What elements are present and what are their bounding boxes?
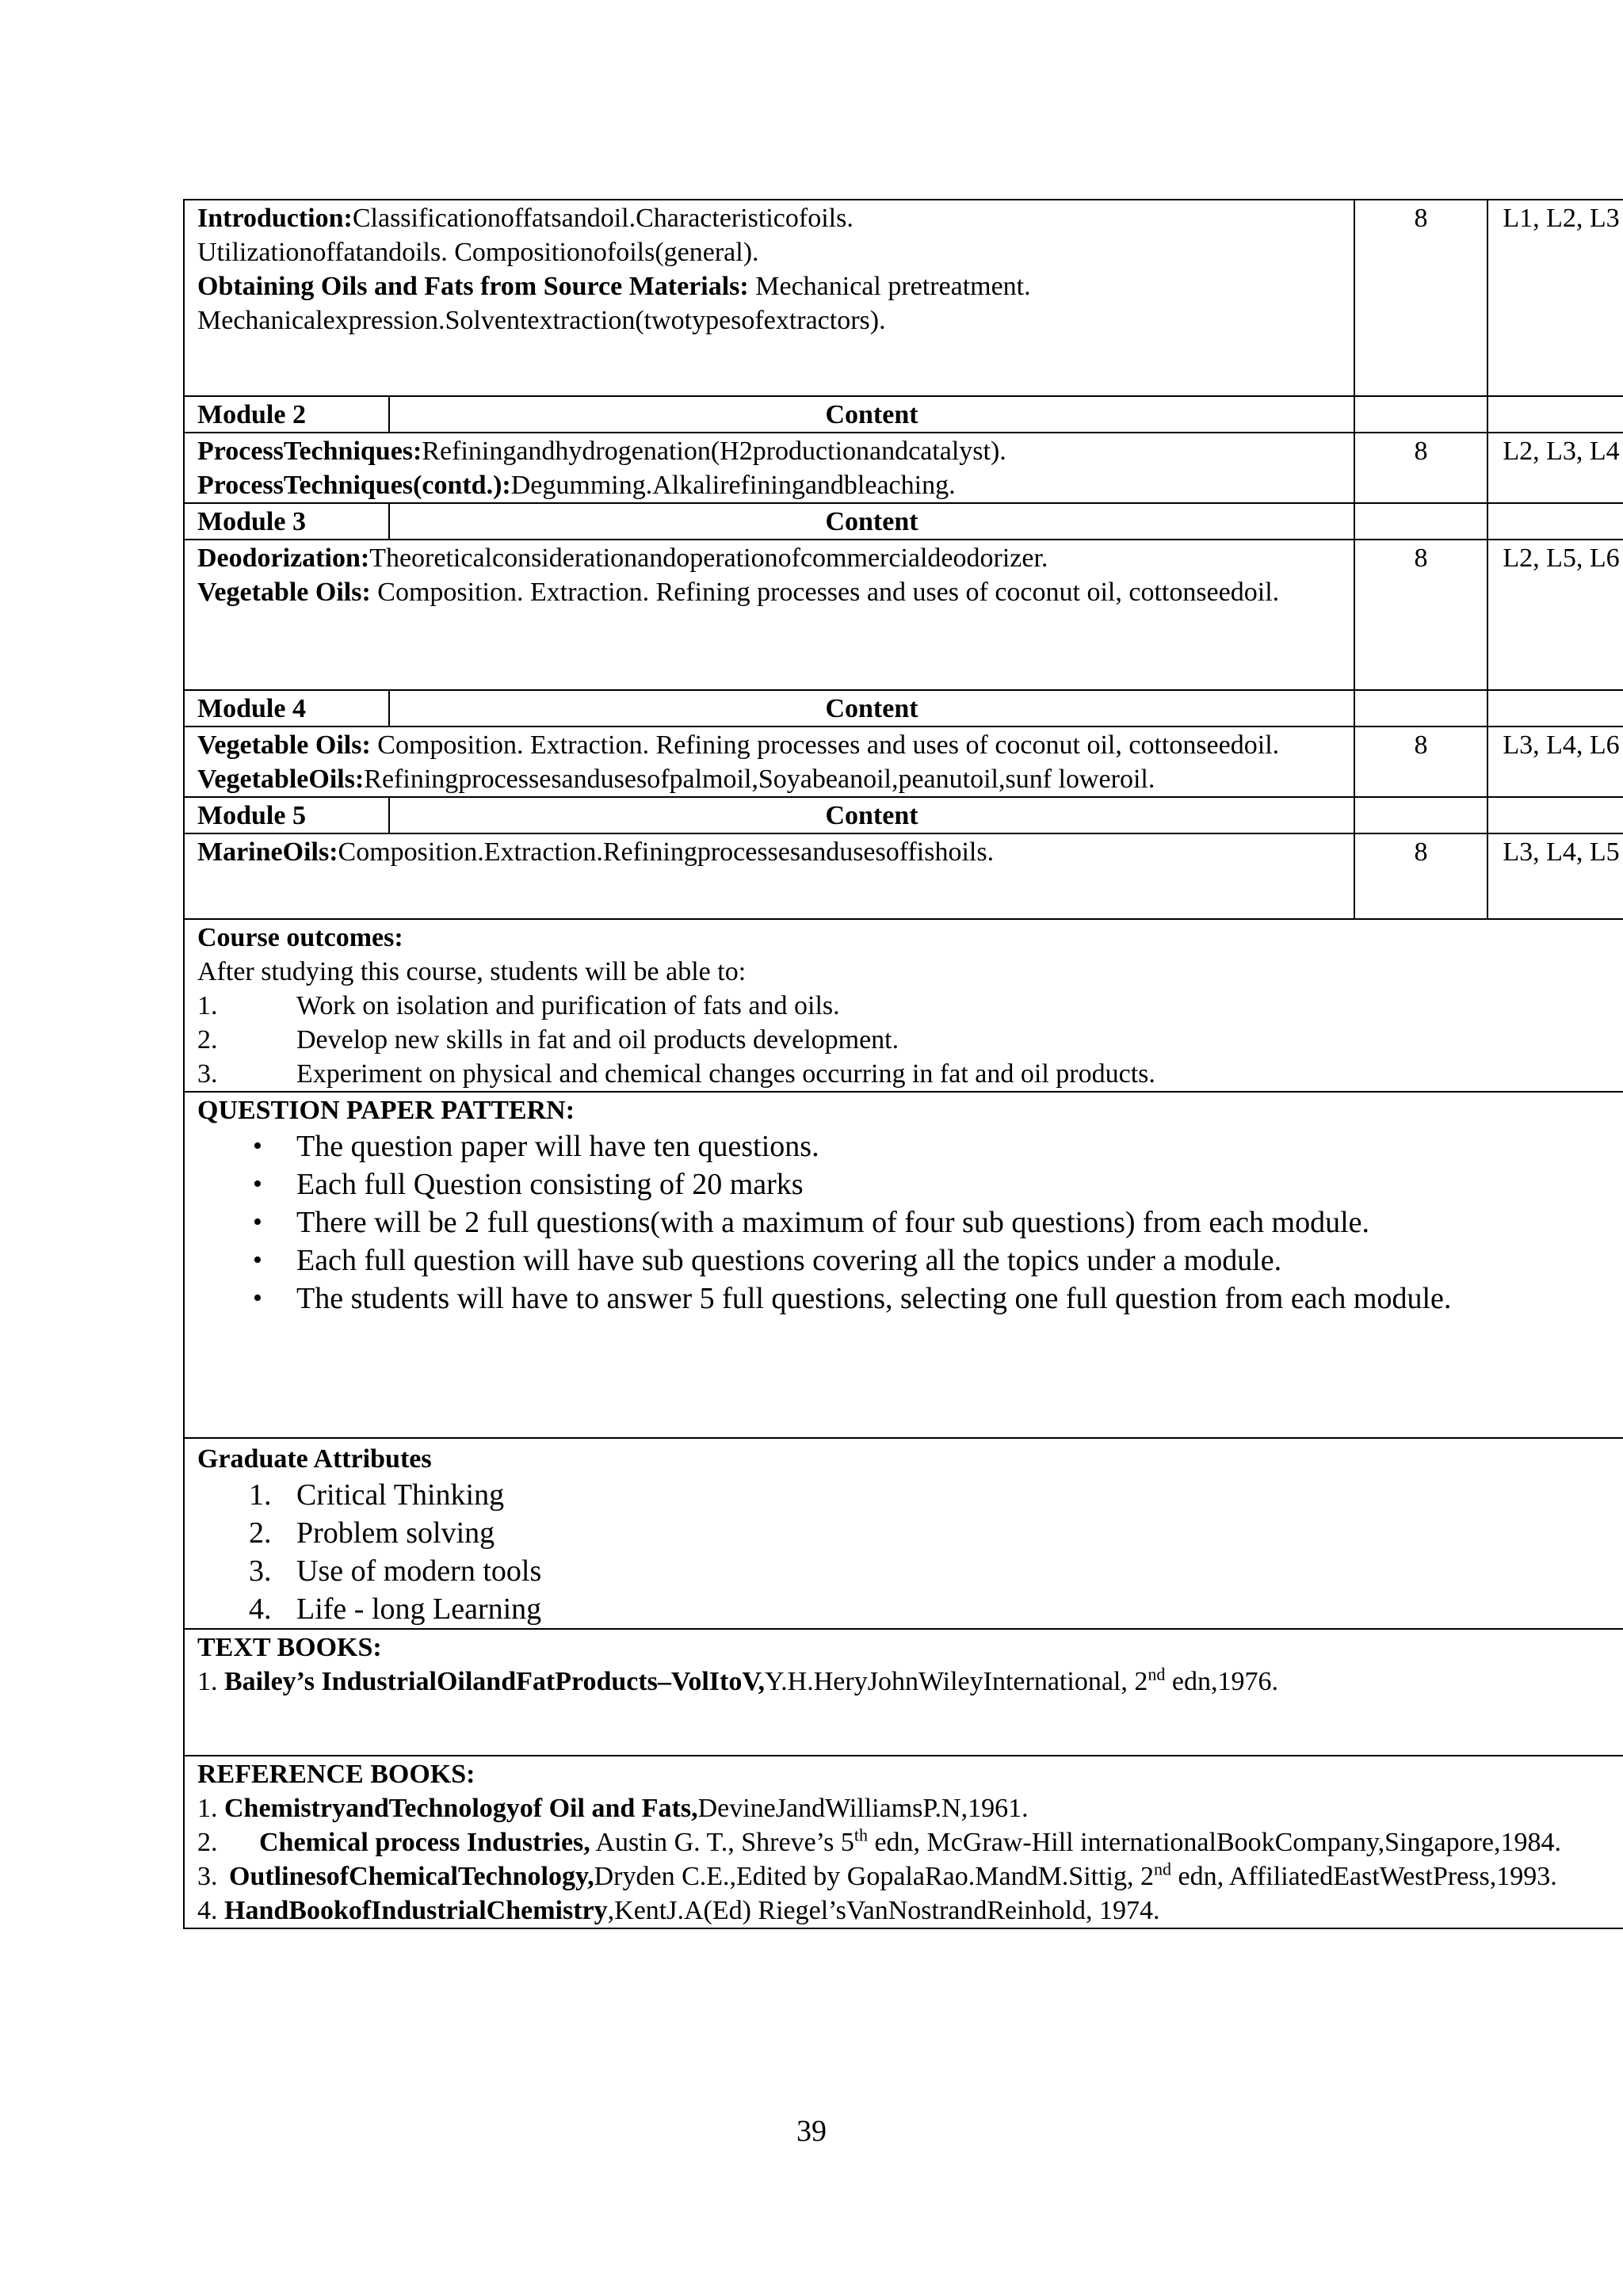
module4-header-row — [184, 690, 1623, 727]
attributes-list — [197, 1476, 1621, 1628]
list-item: 3. Experiment on physical and chemical changes occurring in fat and oil products. — [197, 1059, 1155, 1089]
module3-row — [184, 540, 1623, 690]
module3-line2-heading: Vegetable Oils: — [197, 578, 371, 607]
outcomes-list — [197, 989, 1621, 1091]
module2-hours: 8 — [1354, 433, 1487, 503]
attributes-row — [184, 1438, 1623, 1629]
module2-row — [184, 433, 1623, 503]
module5-line1-text: Composition.Extraction.Refiningprocessesandusesoffishoils. — [338, 837, 995, 867]
module5-header-row — [184, 797, 1623, 833]
module1-intro-line2: Utilizationoffatandoils. Compositionofoils(general). — [197, 238, 759, 267]
reference-2: 2.Chemical process Industries, Austin G. T., Shreve’s 5th edn, McGraw-Hill internationalBookCompany,Singapore,1984. — [197, 1825, 1561, 1857]
module4-line1-heading: Vegetable Oils: — [197, 730, 371, 760]
graduate-attributes — [184, 1438, 1623, 1629]
module3-content-label: Content — [389, 503, 1354, 540]
reference-4: 4. HandBookofIndustrialChemistry,KentJ.A(Ed) Riegel’sVanNostrandReinhold, 1974. — [197, 1896, 1160, 1925]
list-item: 1. Work on isolation and purification of fats and oils. — [197, 991, 840, 1020]
module1-obtain-text: Mechanical pretreatment. — [748, 272, 1031, 301]
list-item: • The question paper will have ten questions. — [296, 1127, 1618, 1165]
module5-line1-heading: MarineOils: — [197, 837, 338, 867]
references-heading: REFERENCE BOOKS: — [197, 1760, 475, 1789]
list-item: 2. Problem solving — [249, 1516, 495, 1550]
text-books — [184, 1629, 1623, 1756]
module2-content-label: Content — [389, 396, 1354, 433]
module2-label: Module 2 — [184, 396, 389, 433]
module5-levels: L3, L4, L5 — [1487, 833, 1623, 919]
list-item: 4. Life - long Learning — [249, 1592, 542, 1626]
module3-hours: 8 — [1354, 540, 1487, 690]
module2-content — [184, 433, 1354, 503]
module2-line2-text: Degumming.Alkalirefiningandbleaching. — [510, 471, 956, 500]
module3-line1-text: Theoreticalconsiderationandoperationofcommercialdeodorizer. — [369, 543, 1048, 573]
module1-intro-heading: Introduction: — [197, 204, 353, 233]
question-paper-pattern — [184, 1092, 1623, 1438]
list-item: • Each full Question consisting of 20 marks — [296, 1165, 1618, 1203]
module4-row — [184, 727, 1623, 797]
module1-hours: 8 — [1354, 200, 1487, 396]
list-item: 3. Use of modern tools — [249, 1554, 542, 1588]
module4-line1-text: Composition. Extraction. Refining processes and uses of coconut oil, cottonseedoil. — [370, 730, 1280, 760]
module3-content — [184, 540, 1354, 690]
reference-1: 1. ChemistryandTechnologyof Oil and Fats,DevineJandWilliamsP.N,1961. — [197, 1794, 1029, 1823]
module1-obtain-heading: Obtaining Oils and Fats from Source Materials: — [197, 272, 749, 301]
module4-hours: 8 — [1354, 727, 1487, 797]
module4-levels: L3, L4, L6 — [1487, 727, 1623, 797]
module1-intro-text: Classificationoffatsandoil.Characteristicofoils. — [352, 204, 854, 233]
outcomes-heading: Course outcomes: — [197, 923, 403, 952]
module1-row — [184, 200, 1623, 396]
course-outcomes — [184, 919, 1623, 1092]
module3-label: Module 3 — [184, 503, 389, 540]
reference-books — [184, 1756, 1623, 1928]
module1-levels: L1, L2, L3 — [1487, 200, 1623, 396]
module3-header-row — [184, 503, 1623, 540]
textbooks-row — [184, 1629, 1623, 1756]
module2-line1-text: Refiningandhydrogenation(H2productionandcatalyst). — [422, 437, 1006, 466]
module4-label: Module 4 — [184, 690, 389, 727]
module4-line2-heading: VegetableOils: — [197, 765, 365, 794]
module5-label: Module 5 — [184, 797, 389, 833]
module1-obtain-line2: Mechanicalexpression.Solventextraction(twotypesofextractors). — [197, 306, 886, 335]
module4-line2-text: Refiningprocessesandusesofpalmoil,Soyabeanoil,peanutoil,sunf loweroil. — [364, 765, 1155, 794]
module5-content-label: Content — [389, 797, 1354, 833]
list-item: 2. Develop new skills in fat and oil products development. — [197, 1025, 899, 1055]
list-item: • There will be 2 full questions(with a maximum of four sub questions) from each module. — [296, 1203, 1618, 1241]
pattern-list — [197, 1127, 1621, 1318]
module5-hours: 8 — [1354, 833, 1487, 919]
list-item: • The students will have to answer 5 full questions, selecting one full question from each module. — [296, 1280, 1618, 1318]
module4-content — [184, 727, 1354, 797]
module2-line2-heading: ProcessTechniques(contd.): — [197, 471, 511, 500]
module3-levels: L2, L5, L6 — [1487, 540, 1623, 690]
module4-content-label: Content — [389, 690, 1354, 727]
pattern-row — [184, 1092, 1623, 1438]
module2-levels: L2, L3, L4 — [1487, 433, 1623, 503]
syllabus-table — [183, 199, 1623, 1929]
module3-line1-heading: Deodorization: — [197, 543, 370, 573]
module1-content — [184, 200, 1354, 396]
textbook-1: 1. Bailey’s IndustrialOilandFatProducts–VolItoV,Y.H.HeryJohnWileyInternational, 2nd edn,1976. — [197, 1664, 1278, 1696]
outcomes-row — [184, 919, 1623, 1092]
page-number: 39 — [796, 2115, 827, 2148]
module5-content — [184, 833, 1354, 919]
module2-line1-heading: ProcessTechniques: — [197, 437, 422, 466]
module3-line2-text: Composition. Extraction. Refining processes and uses of coconut oil, cottonseedoil. — [370, 578, 1280, 607]
references-row — [184, 1756, 1623, 1928]
reference-3: 3.OutlinesofChemicalTechnology,Dryden C.E.,Edited by GopalaRao.MandM.Sittig, 2nd edn, AffiliatedEastWestPress,1993. — [197, 1859, 1557, 1891]
module2-header-row — [184, 396, 1623, 433]
list-item: 1. Critical Thinking — [249, 1478, 505, 1512]
list-item: • Each full question will have sub questions covering all the topics under a module. — [296, 1241, 1618, 1280]
textbooks-heading: TEXT BOOKS: — [197, 1633, 382, 1662]
attributes-heading: Graduate Attributes — [197, 1444, 432, 1474]
module5-row — [184, 833, 1623, 919]
pattern-heading: QUESTION PAPER PATTERN: — [197, 1096, 575, 1125]
outcomes-intro: After studying this course, students will be able to: — [197, 957, 747, 986]
